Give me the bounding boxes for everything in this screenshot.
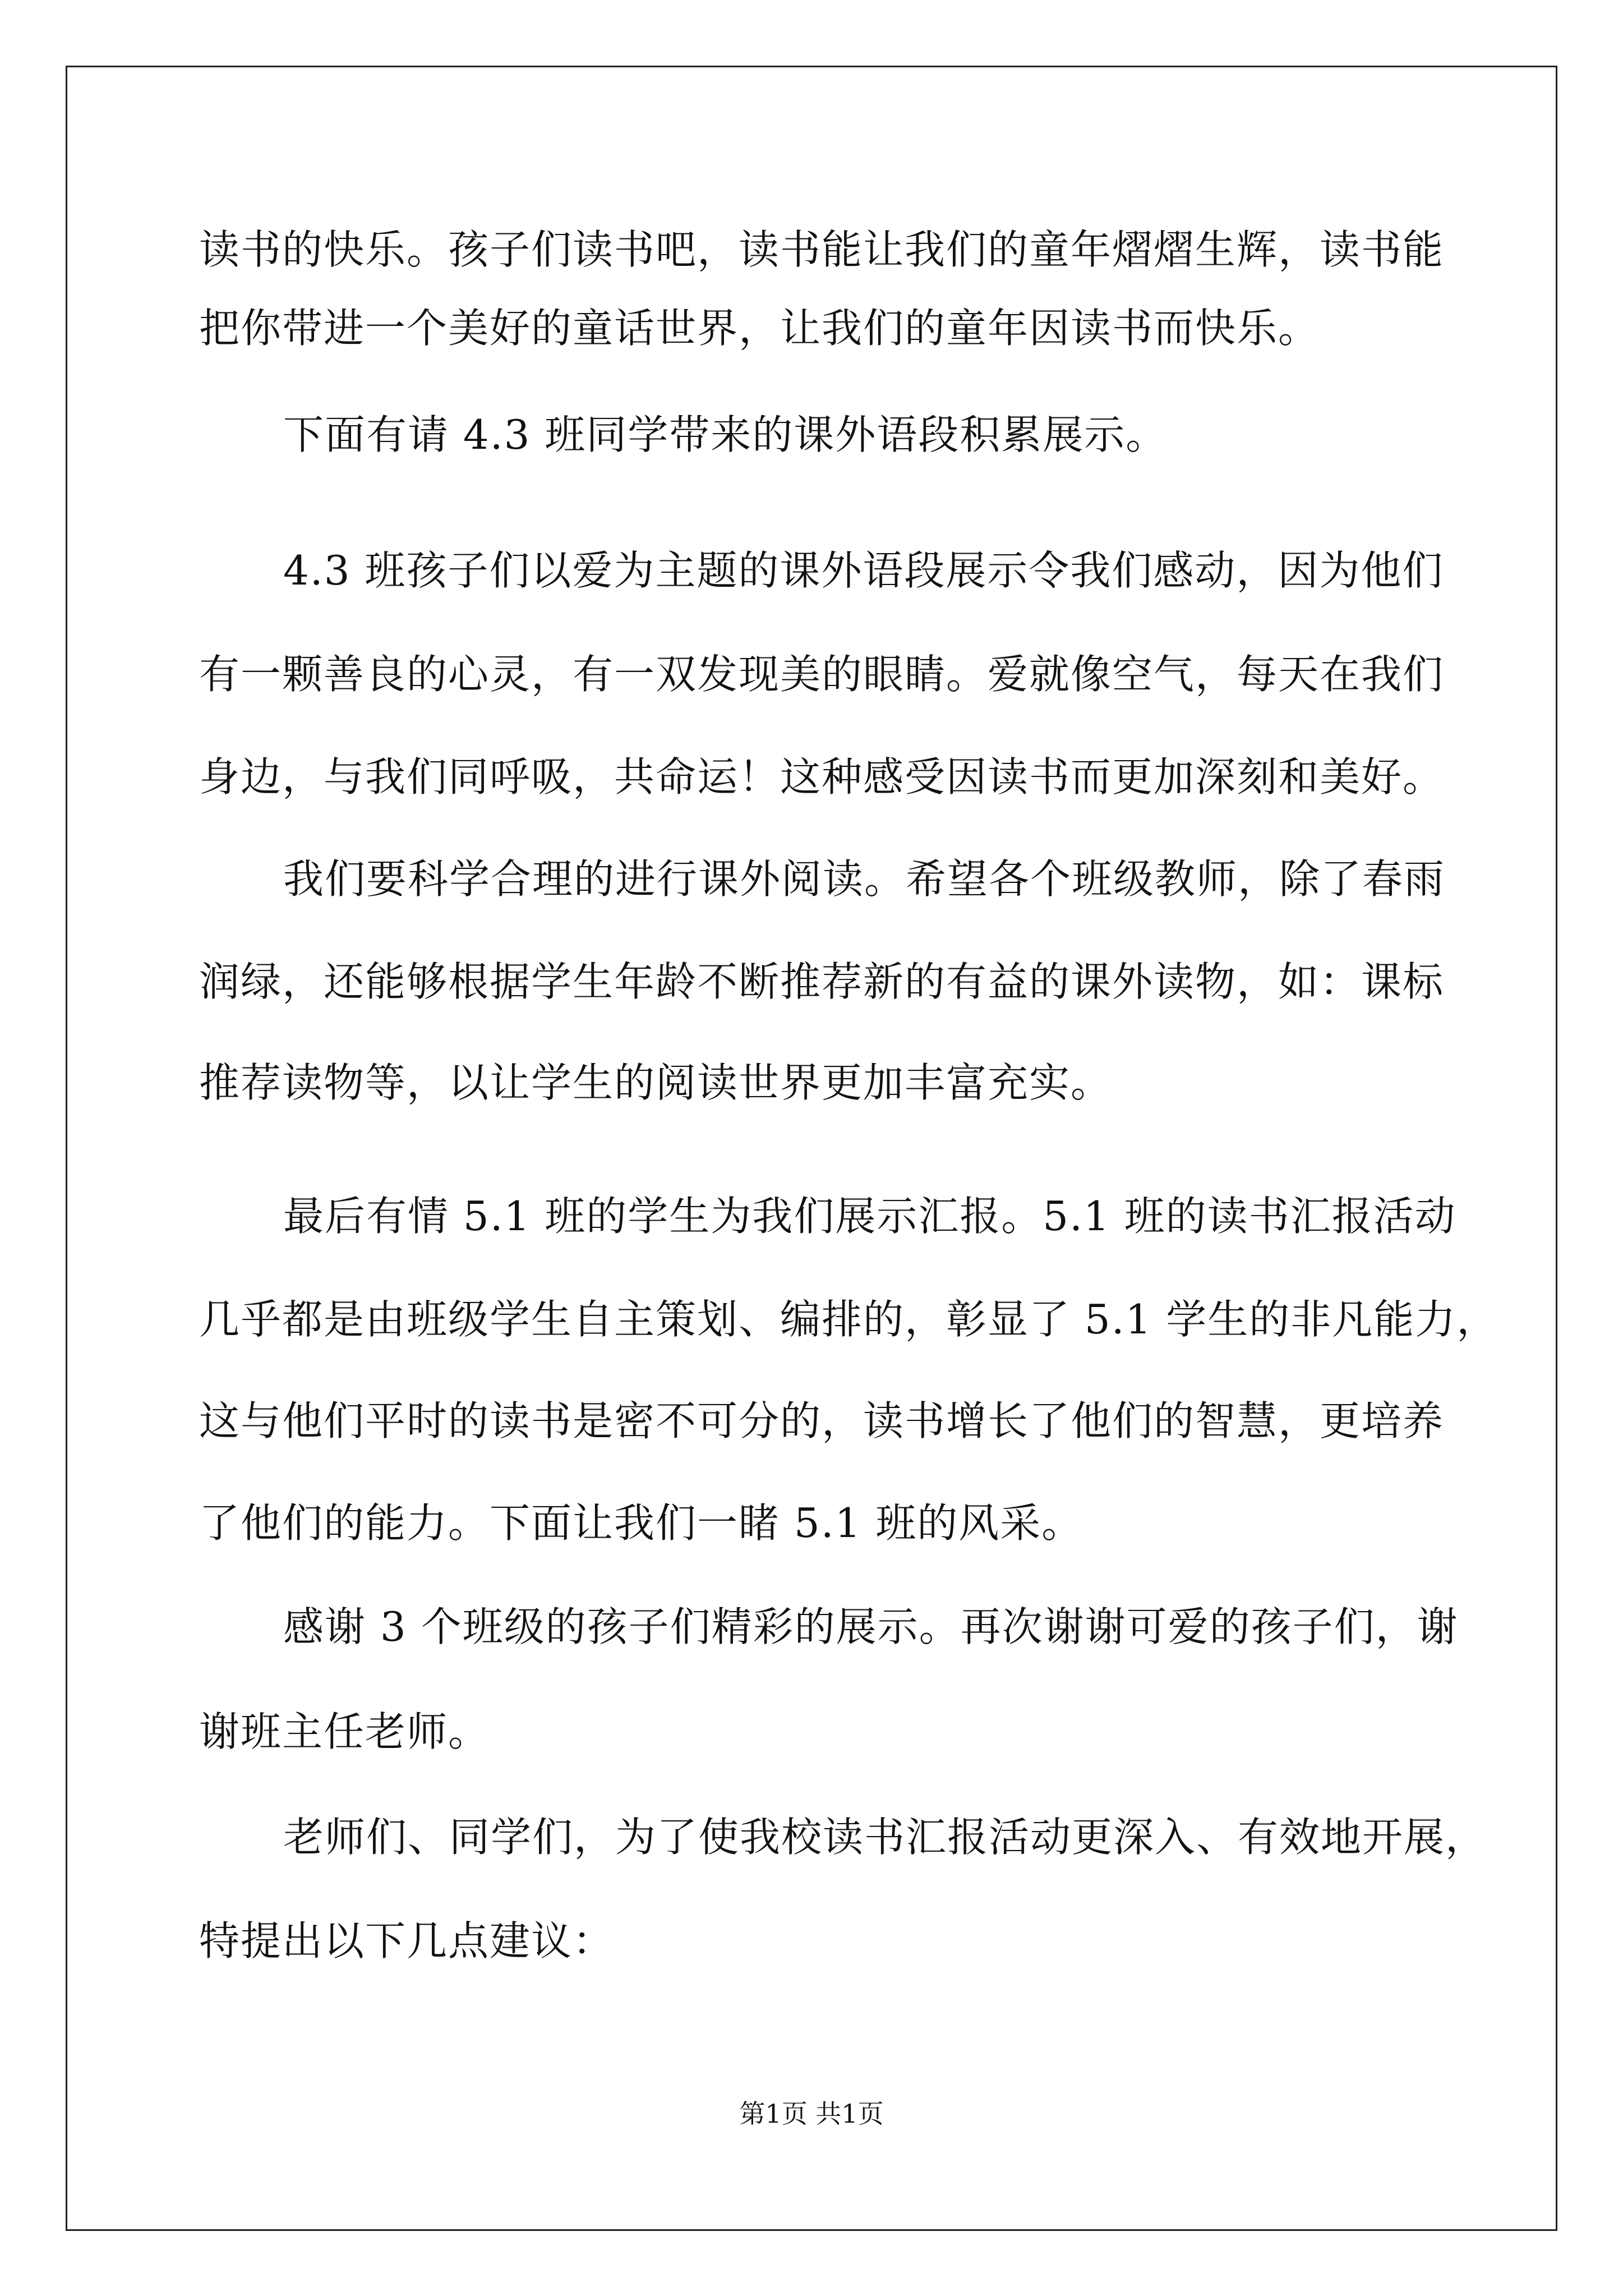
paragraph-line: 这与他们平时的读书是密不可分的，读书增长了他们的智慧，更培养	[199, 1397, 1445, 1444]
page-footer: 第1页 共1页	[739, 2099, 884, 2129]
paragraph-line: 把你带进一个美好的童话世界，让我们的童年因读书而快乐。	[199, 305, 1320, 352]
paragraph-line: 有一颗善良的心灵，有一双发现美的眼睛。爱就像空气，每天在我们	[199, 651, 1445, 698]
paragraph-line: 了他们的能力。下面让我们一睹 5.1 班的风采。	[199, 1499, 1083, 1547]
paragraph-line: 我们要科学合理的进行课外阅读。希望各个班级教师，除了春雨	[283, 855, 1446, 903]
paragraph-line: 最后有情 5.1 班的学生为我们展示汇报。5.1 班的读书汇报活动	[283, 1193, 1456, 1240]
paragraph-line: 几乎都是由班级学生自主策划、编排的，彰显了 5.1 学生的非凡能力，	[199, 1296, 1498, 1343]
paragraph-line: 润绿，还能够根据学生年龄不断推荐新的有益的课外读物，如：课标	[199, 958, 1445, 1005]
paragraph-line: 4.3 班孩子们以爱为主题的课外语段展示令我们感动，因为他们	[283, 547, 1444, 594]
paragraph-line: 读书的快乐。孩子们读书吧，读书能让我们的童年熠熠生辉，读书能	[199, 226, 1445, 273]
paragraph-line: 下面有请 4.3 班同学带来的课外语段积累展示。	[283, 411, 1168, 458]
paragraph-line: 谢班主任老师。	[199, 1708, 490, 1755]
paragraph-line: 特提出以下几点建议：	[199, 1917, 615, 1964]
paragraph-line: 老师们、同学们，为了使我校读书汇报活动更深入、有效地开展，	[283, 1814, 1487, 1861]
paragraph-line: 身边，与我们同呼吸，共命运！这种感受因读书而更加深刻和美好。	[199, 753, 1445, 800]
paragraph-line: 推荐读物等，以让学生的阅读世界更加丰富充实。	[199, 1059, 1113, 1106]
page-border	[66, 66, 1557, 2231]
paragraph-line: 感谢 3 个班级的孩子们精彩的展示。再次谢谢可爱的孩子们，谢	[283, 1603, 1459, 1650]
